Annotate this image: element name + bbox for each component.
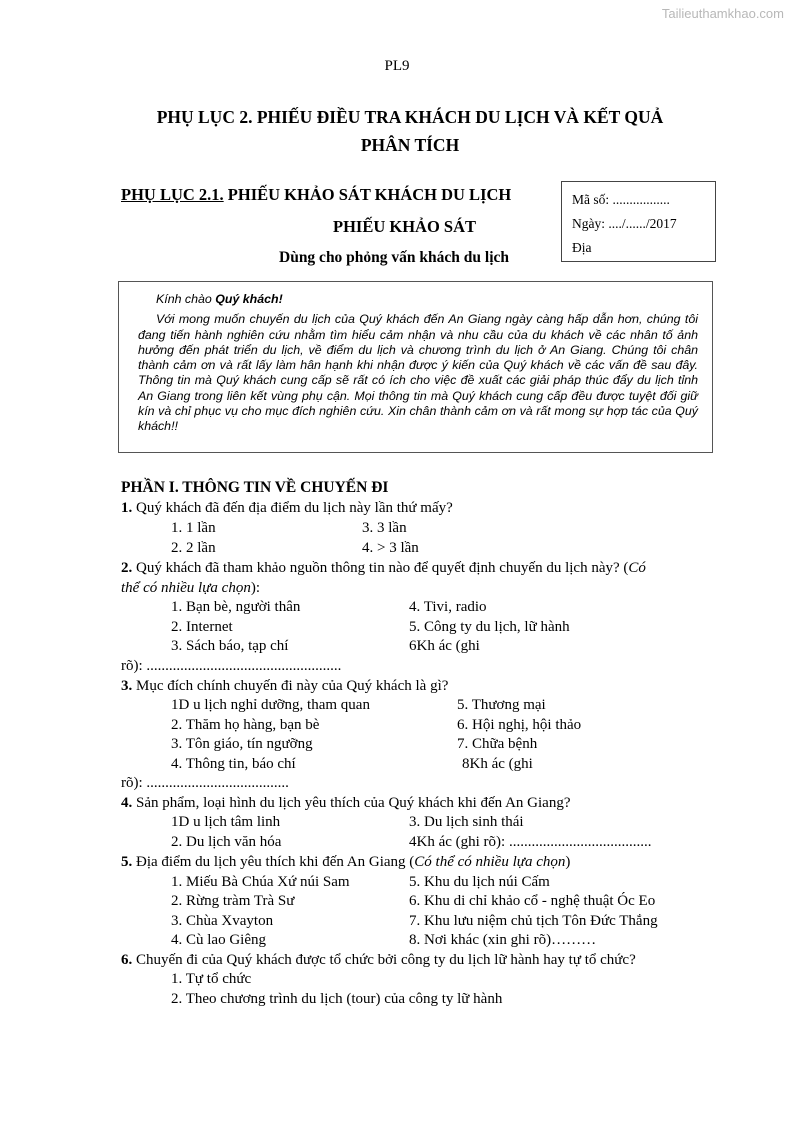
- question-4-number: 4.: [121, 795, 133, 811]
- question-4: [121, 795, 571, 812]
- greeting-box: [118, 281, 713, 453]
- meta-box: [561, 181, 716, 262]
- q5-option-8: 8. Nơi khác (xin ghi rõ)………: [409, 932, 597, 948]
- main-title-line-2: PHÂN TÍCH: [360, 135, 460, 155]
- question-2-note-end: thể có nhiều lựa chọn: [121, 580, 251, 596]
- question-4-text: Sản phẩm, loại hình du lịch yêu thích của Quý khách khi đến An Giang?: [132, 795, 571, 811]
- appendix-number: PHỤ LỤC 2.1.: [121, 185, 224, 204]
- q3-option-6: 6. Hội nghị, hội thảo: [457, 717, 582, 733]
- question-5-text: Địa điểm du lịch yêu thích khi đến An Giang (: [132, 854, 415, 870]
- q3-option-4: 4. Thông tin, báo chí: [171, 756, 296, 772]
- greeting-body: Với mong muốn chuyến du lịch của Quý khách đến An Giang ngày càng hấp dẫn hơn, chúng tôi đang tiến hành nghiên cứu nhằm tìm hiểu cảm nhận và nhu cầu của du khách về các nhân tố ảnh hưởng đến phát triển du lịch, về điểm du lịch và chương trình du lịch ở An Giang. Chúng tôi chân thành cảm ơn và rất lấy làm hân hạnh khi nhận được ý kiến của Quý khách về các vấn đề sau đây. Thông tin mà Quý khách cung cấp sẽ rất có ích cho việc đề xuất các giải pháp thúc đẩy du lịch tỉnh An Giang trong liên kết vùng phụ cận. Mọi thông tin mà Quý khách cung cấp đều được tuyệt đối giữ kín và chỉ phục vụ cho mục đích nghiên cứu. Xin chân thành cảm ơn và rất mong sự hợp tác của Quý khách!!: [138, 312, 698, 434]
- q2-other-continuation: rõ): ....................................................: [121, 658, 342, 674]
- form-code: Mã số: .................: [572, 192, 670, 207]
- q5-option-3: 3. Chùa Xvayton: [171, 913, 274, 929]
- q3-option-8: 8Kh ác (ghi: [462, 756, 533, 772]
- question-2: [121, 560, 646, 577]
- q1-option-2: 2. 2 lần: [171, 540, 216, 556]
- question-6: [121, 952, 636, 969]
- section-1-title: PHẦN I. THÔNG TIN VỀ CHUYẾN ĐI: [121, 479, 389, 496]
- q5-option-5: 5. Khu du lịch núi Cấm: [409, 874, 550, 890]
- q3-option-3: 3. Tôn giáo, tín ngưỡng: [171, 736, 313, 752]
- page-number: PL9: [384, 58, 410, 74]
- q2-option-4: 4. Tivi, radio: [409, 599, 487, 615]
- q3-other-continuation: rõ): ......................................: [121, 775, 289, 791]
- q5-option-7: 7. Khu lưu niệm chủ tịch Tôn Đức Thắng: [409, 913, 658, 929]
- q6-option-1: 1. Tự tổ chức: [171, 971, 252, 987]
- q5-option-6: 6. Khu di chỉ khảo cổ - nghệ thuật Óc Eo: [409, 893, 656, 909]
- q4-option-4: 4Kh ác (ghi rõ): ......................................: [409, 834, 652, 850]
- survey-purpose: Dùng cho phỏng vấn khách du lịch: [279, 249, 510, 266]
- appendix-subtitle-text: PHIẾU KHẢO SÁT KHÁCH DU LỊCH: [223, 185, 512, 204]
- question-2-note: [121, 580, 260, 597]
- question-5-number: 5.: [121, 854, 133, 870]
- q3-option-2: 2. Thăm họ hàng, bạn bè: [171, 717, 320, 733]
- question-6-number: 6.: [121, 952, 133, 968]
- survey-title: PHIẾU KHẢO SÁT: [333, 217, 477, 236]
- question-2-number: 2.: [121, 560, 133, 576]
- q5-option-1: 1. Miếu Bà Chúa Xứ núi Sam: [171, 874, 350, 890]
- question-1-number: 1.: [121, 500, 133, 516]
- q3-option-7: 7. Chữa bệnh: [457, 736, 538, 752]
- question-1: [121, 500, 453, 517]
- question-5: [121, 854, 570, 871]
- q3-option-1: 1D u lịch nghỉ dưỡng, tham quan: [171, 697, 370, 713]
- q5-option-4: 4. Cù lao Giêng: [171, 932, 266, 948]
- greeting-hello-bold: Quý khách!: [215, 292, 283, 306]
- question-6-text: Chuyến đi của Quý khách được tổ chức bởi công ty du lịch lữ hành hay tự tổ chức?: [132, 952, 636, 968]
- question-2-text: Quý khách đã tham khảo nguồn thông tin nào để quyết định chuyến du lịch này? (: [132, 560, 629, 576]
- q1-option-4: 4. > 3 lần: [362, 540, 419, 556]
- question-1-text: Quý khách đã đến địa điểm du lịch này lần thứ mấy?: [132, 500, 453, 516]
- form-place: Địa: [572, 240, 592, 255]
- q2-option-6: 6Kh ác (ghi: [409, 638, 480, 654]
- appendix-subtitle: [121, 185, 511, 205]
- greeting-hello: Kính chào: [156, 292, 216, 306]
- q6-option-2: 2. Theo chương trình du lịch (tour) của công ty lữ hành: [171, 991, 503, 1007]
- question-5-tail: ): [565, 854, 571, 870]
- question-2-tail: ):: [250, 580, 260, 596]
- q1-option-1: 1. 1 lần: [171, 520, 216, 536]
- question-3-number: 3.: [121, 678, 133, 694]
- q2-option-2: 2. Internet: [171, 619, 233, 635]
- q2-option-3: 3. Sách báo, tạp chí: [171, 638, 289, 654]
- question-3: [121, 678, 448, 695]
- question-2-note-start: Có: [628, 560, 646, 576]
- q4-option-1: 1D u lịch tâm linh: [171, 814, 281, 830]
- main-title: [120, 103, 700, 159]
- form-date: Ngày: ..../....../2017: [572, 216, 677, 231]
- q1-option-3: 3. 3 lần: [362, 520, 407, 536]
- question-3-text: Mục đích chính chuyến đi này của Quý khách là gì?: [132, 678, 449, 694]
- watermark: Tailieuthamkhao.com: [661, 6, 784, 21]
- q2-option-5: 5. Công ty du lịch, lữ hành: [409, 619, 570, 635]
- q4-option-2: 2. Du lịch văn hóa: [171, 834, 282, 850]
- main-title-line-1: PHỤ LỤC 2. PHIẾU ĐIỀU TRA KHÁCH DU LỊCH VÀ KẾT QUẢ: [156, 107, 664, 127]
- q4-option-3: 3. Du lịch sinh thái: [409, 814, 524, 830]
- greeting-salutation: [156, 292, 698, 307]
- q3-option-5: 5. Thương mại: [457, 697, 546, 713]
- q2-option-1: 1. Bạn bè, người thân: [171, 599, 301, 615]
- question-5-note: Có thể có nhiều lựa chọn: [414, 854, 566, 870]
- q5-option-2: 2. Rừng tràm Trà Sư: [171, 893, 295, 909]
